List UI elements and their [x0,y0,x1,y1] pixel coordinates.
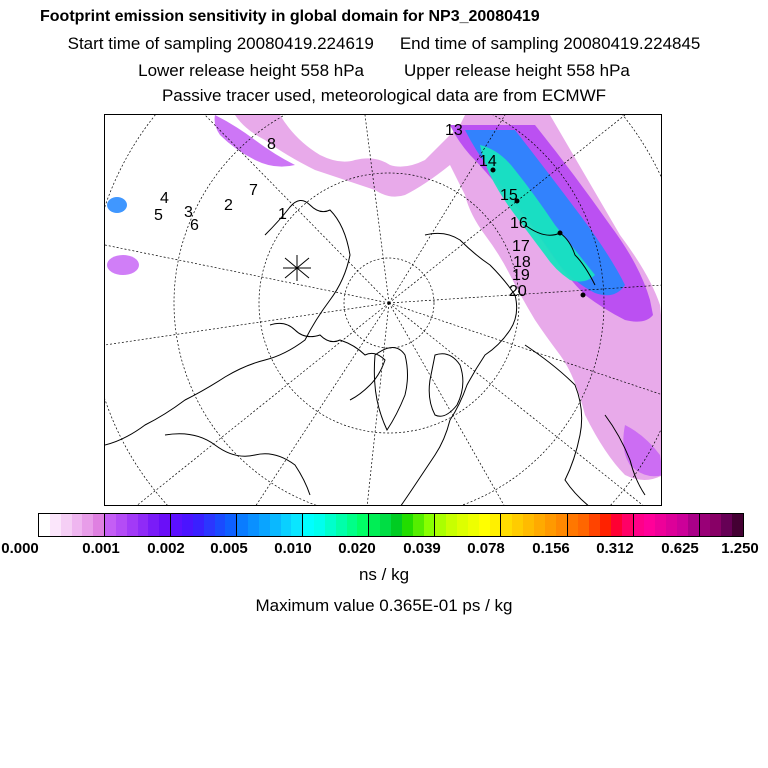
colorbar-swatch [39,514,50,536]
colorbar-swatch [732,514,743,536]
colorbar-swatch [424,514,435,536]
colorbar-swatch [622,514,633,536]
colorbar-swatch [347,514,358,536]
colorbar-tick-label: 0.010 [274,540,312,557]
meridian [135,303,389,506]
colorbar-swatch [61,514,72,536]
colorbar-tick-label: 0.078 [467,540,505,557]
colorbar-swatch [655,514,666,536]
traj-label-6: 6 [190,217,199,234]
traj-label-13: 13 [445,122,463,139]
traj-label-7: 7 [249,182,258,199]
traj-label-3: 3 [184,204,193,221]
colorbar-swatch [391,514,402,536]
trajectory-point [581,293,585,297]
colorbar-swatch [688,514,699,536]
colorbar-tick-label: 0.312 [596,540,634,557]
colorbar-swatch [236,514,248,536]
release-site-star [283,255,311,281]
colorbar-swatch [215,514,226,536]
maximum-value-label: Maximum value 0.365E-01 ps / kg [255,596,513,615]
colorbar-swatch [50,514,61,536]
map-svg [105,115,662,506]
colorbar-swatch [500,514,512,536]
info-line: Passive tracer used, meteorological data are from ECMWF [161,86,607,105]
upper-release-label: Upper release height 558 hPa [404,61,630,80]
colorbar-swatch [710,514,721,536]
colorbar-swatch [170,514,182,536]
colorbar-tick-label: 0.005 [210,540,248,557]
colorbar-swatch [589,514,600,536]
traj-label-4: 4 [160,190,169,207]
coastline-greenland [374,348,407,431]
colorbar-swatch [633,514,645,536]
colorbar-swatch [699,514,711,536]
traj-label-14: 14 [479,153,497,170]
traj-label-18: 18 [513,254,531,271]
colorbar-swatch [523,514,534,536]
traj-label-8: 8 [267,136,276,153]
colorbar-swatch [248,514,259,536]
colorbar-tick-label: 0.625 [661,540,699,557]
colorbar-swatch [259,514,270,536]
colorbar-swatch [72,514,83,536]
colorbar-swatch [193,514,204,536]
colorbar-swatch [159,514,170,536]
colorbar-swatch [468,514,479,536]
traj-label-20: 20 [509,283,527,300]
meridian [365,115,389,303]
traj-label-2: 2 [224,197,233,214]
colorbar-swatch [413,514,424,536]
colorbar-tick-label: 0.001 [82,540,120,557]
map-panel [104,114,662,506]
colorbar-swatch [534,514,545,536]
colorbar-swatch [127,514,138,536]
colorbar [38,513,744,537]
colorbar-tick-label: 0.000 [1,540,39,557]
map-title: Footprint emission sensitivity in global domain for NP3_20080419 [40,8,540,25]
meridian [255,303,389,506]
colorbar-swatch [336,514,347,536]
traj-label-17: 17 [512,238,530,255]
colorbar-swatch [512,514,523,536]
colorbar-swatch [666,514,677,536]
colorbar-swatch [368,514,380,536]
colorbar-swatch [490,514,501,536]
lower-release-label: Lower release height 558 hPa [138,61,364,80]
colorbar-tick-label: 0.002 [147,540,185,557]
colorbar-swatch [677,514,688,536]
traj-label-5: 5 [154,207,163,224]
colorbar-swatch [434,514,446,536]
colorbar-swatch [402,514,413,536]
end-time-label: End time of sampling 20080419.224845 [399,34,701,53]
colorbar-swatch [82,514,93,536]
colorbar-swatch [104,514,116,536]
meridian [105,245,389,303]
colorbar-tick-label: 1.250 [721,540,759,557]
colorbar-swatch [457,514,468,536]
colorbar-swatch [116,514,127,536]
colorbar-swatch [446,514,457,536]
colorbar-unit: ns / kg [358,565,410,584]
coastline-eurasia [400,233,517,506]
field-small-blob-2 [107,255,139,275]
colorbar-swatch [380,514,391,536]
traj-label-16: 16 [510,215,528,232]
colorbar-swatch [182,514,193,536]
colorbar-swatch [204,514,215,536]
colorbar-swatch [611,514,622,536]
colorbar-swatch [148,514,159,536]
colorbar-swatch [325,514,336,536]
traj-label-15: 15 [500,187,518,204]
colorbar-swatch [138,514,149,536]
traj-label-19: 19 [512,267,530,284]
colorbar-swatch [281,514,292,536]
colorbar-swatch [302,514,314,536]
colorbar-swatch [567,514,579,536]
colorbar-swatch [556,514,567,536]
colorbar-tick-label: 0.039 [403,540,441,557]
colorbar-swatch [600,514,611,536]
coastline-north-pacific [165,434,310,495]
colorbar-swatch [93,514,104,536]
colorbar-swatch [270,514,281,536]
colorbar-swatch [545,514,556,536]
trajectory-point [558,231,562,235]
colorbar-swatch [225,514,236,536]
colorbar-tick-label: 0.156 [532,540,570,557]
colorbar-tick-label: 0.020 [338,540,376,557]
colorbar-swatch [357,514,368,536]
release-height-row [0,61,768,81]
colorbar-swatch [479,514,490,536]
field-small-blob [107,197,127,213]
meridian [389,303,505,506]
meridian [105,303,389,345]
colorbar-swatch [578,514,589,536]
coastline-canadian-archipelago [270,323,385,400]
sampling-times-row [0,34,768,54]
colorbar-swatch [291,514,302,536]
traj-label-1: 1 [278,206,287,223]
colorbar-swatch [314,514,325,536]
colorbar-swatch [721,514,732,536]
colorbar-swatch [644,514,655,536]
start-time-label: Start time of sampling 20080419.224619 [67,34,374,53]
